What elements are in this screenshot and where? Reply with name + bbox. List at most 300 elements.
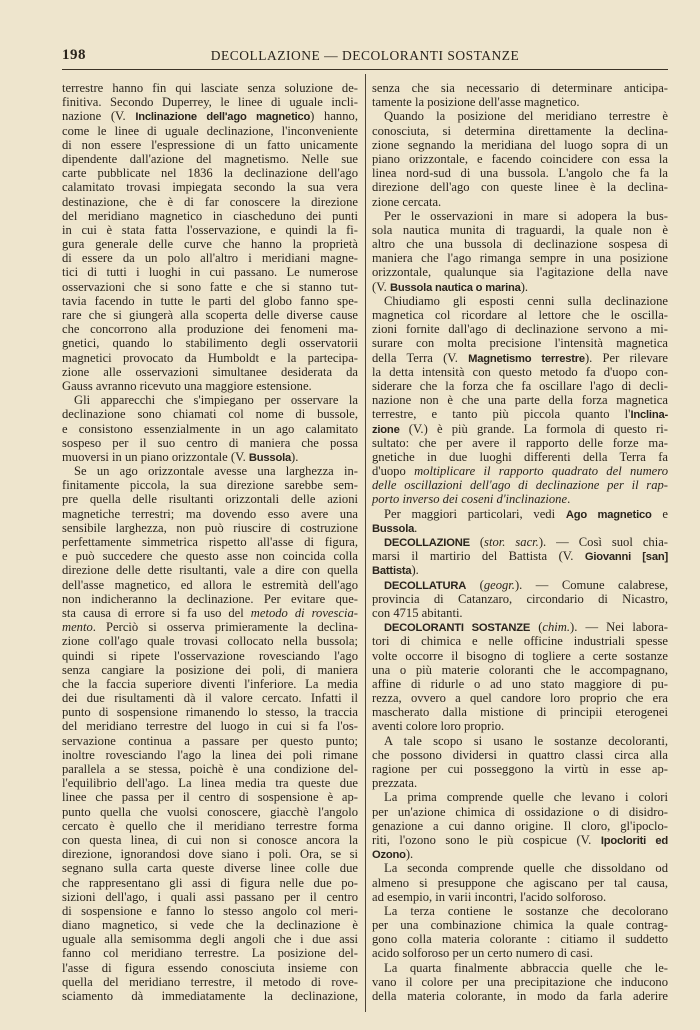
line-text	[62, 308, 358, 322]
line-text	[62, 351, 358, 365]
text-run: Per le osservazioni in mare si adopera la bus-	[384, 208, 668, 223]
text-line	[62, 663, 358, 677]
line-text	[62, 578, 358, 592]
text-line	[62, 563, 358, 577]
text-run: di non essere l'espressione di un fatto unicamente	[62, 137, 358, 152]
text-run: ).	[411, 563, 419, 578]
text-run: Gauss avranno ricevuto una maggiore estensione.	[62, 378, 312, 393]
text-line	[62, 748, 358, 762]
line-text	[372, 876, 668, 890]
text-run: per un'azione chimica di ossidazione o di disidro-	[372, 804, 668, 819]
line-text	[372, 379, 668, 393]
text-run: declinazione sono chiamati col nome di bussole,	[62, 407, 358, 422]
text-line	[372, 109, 668, 123]
text-run: parallela a se stessa, poichè è una condizione del-	[62, 762, 358, 776]
text-run: senza cangiare la posizione dei poli, di maniera	[62, 662, 358, 677]
line-text	[62, 989, 358, 1003]
line-text	[62, 124, 358, 138]
line-text	[62, 876, 358, 890]
line-text	[372, 436, 668, 450]
text-line	[372, 833, 668, 847]
line-text	[372, 989, 668, 1003]
line-text	[372, 237, 668, 251]
line-text	[384, 507, 668, 521]
text-line	[372, 209, 668, 223]
line-text	[62, 251, 358, 265]
text-run: La prima comprende quelle che levano i colori	[384, 790, 668, 805]
text-line	[372, 691, 668, 705]
text-line	[372, 237, 668, 251]
text-run: .	[567, 492, 571, 507]
italic-text: geogr.	[483, 577, 515, 592]
text-line	[62, 833, 358, 847]
line-text	[62, 138, 358, 152]
text-line	[372, 124, 668, 138]
reference-term: Inclinazione dell'ago magnetico	[135, 111, 311, 124]
text-line	[62, 762, 358, 776]
text-line	[62, 322, 358, 336]
line-text	[62, 606, 358, 620]
text-run: del meridiano magnetico in ciascheduno dei punti	[62, 208, 358, 223]
text-line	[62, 379, 358, 393]
text-line	[62, 109, 358, 123]
text-line	[62, 464, 358, 478]
line-text	[372, 365, 668, 379]
line-text	[372, 492, 570, 506]
text-line	[62, 606, 358, 620]
text-run: mascherato dalla mistione di principii eterogenei	[372, 705, 668, 720]
text-run: (V.	[372, 279, 390, 294]
text-line	[62, 237, 358, 251]
text-run: almeno si presuppone che agiscano per tal causa,	[372, 875, 668, 890]
text-line	[372, 549, 668, 563]
text-run: provincia di Catanzaro, circondario di Nicastro,	[372, 591, 668, 606]
text-line	[372, 294, 668, 308]
line-text	[62, 322, 358, 336]
text-line	[372, 946, 668, 960]
line-text	[384, 109, 668, 123]
text-run: tavia facendo in tutte le parti del globo fanno spe-	[62, 293, 358, 308]
line-text	[384, 790, 668, 804]
line-text	[62, 379, 312, 393]
text-line	[372, 280, 668, 294]
text-line	[62, 180, 358, 194]
line-text	[372, 422, 668, 436]
text-line	[372, 634, 668, 648]
line-text	[372, 251, 668, 265]
text-line	[372, 677, 668, 691]
reference-term: Ago magnetico	[565, 508, 652, 521]
text-line	[62, 209, 358, 223]
line-text	[372, 180, 668, 194]
line-text	[62, 890, 358, 904]
text-run: direzione, ignorandosi dove siano i poli. Ora, se si	[62, 847, 358, 862]
column-divider	[365, 74, 366, 1012]
line-text	[372, 521, 417, 535]
text-line	[372, 861, 668, 875]
line-text	[372, 833, 668, 847]
text-run: La seconda comprende quelle che dissoldano od	[384, 861, 668, 876]
text-run: che la faccia superiore diventi l'inferiore. La media	[62, 676, 358, 691]
text-line	[62, 634, 358, 648]
line-text	[372, 776, 417, 790]
text-line	[62, 861, 358, 875]
text-run: in cui è stata fatta l'osservazione, e quindi la fi-	[62, 222, 358, 237]
text-run: volte occorre il bisogno di togliere a certe sostanze	[372, 648, 668, 663]
text-run: tori di chimica e nelle officine industriali spesse	[372, 634, 668, 649]
reference-term: Bussola	[248, 451, 292, 464]
text-line	[62, 918, 358, 932]
line-text	[62, 166, 358, 180]
text-run: gnetiche in due luoghi differenti della Terra fa	[372, 449, 668, 464]
line-text	[372, 322, 668, 336]
text-line	[62, 450, 358, 464]
line-text	[62, 904, 358, 918]
text-run: finitamente piccola, la sua direzione sarebbe sem-	[62, 478, 358, 493]
reference-term: Ozono	[372, 849, 406, 862]
line-text	[62, 790, 358, 804]
text-run: cercato è quello che il meridiano terrestre forma	[62, 818, 358, 833]
text-line	[372, 563, 668, 577]
text-line	[372, 308, 668, 322]
text-run: . Perciò si osserva primieramente la declina-	[92, 620, 358, 635]
line-text	[62, 861, 358, 875]
text-line	[62, 649, 358, 663]
text-run: muoversi in un piano orizzontale (V.	[62, 449, 249, 464]
text-run: la detta intensità con questo metodo fa d'uopo con-	[372, 364, 668, 379]
text-run: segnano sulla carta queste diverse linee colle due	[62, 861, 358, 876]
text-run: rare che si giungerà alla scoperta delle diverse cause	[62, 308, 358, 322]
text-run: terrestre hanno fin qui lasciate senza soluzione de-	[62, 81, 358, 95]
line-text	[372, 308, 668, 322]
reference-term: Ipocloriti ed	[600, 834, 668, 847]
text-run: finitiva. Secondo Duperrey, le linee di uguale incli-	[62, 95, 358, 110]
text-line	[62, 876, 358, 890]
italic-text: stor. sacr.	[484, 535, 539, 549]
line-text	[62, 535, 358, 549]
text-line	[372, 223, 668, 237]
text-run: calamitato trovasi impiegata secondo la sua vera	[62, 180, 358, 195]
text-run: una o più materie coloranti che le accompagnano,	[372, 662, 668, 677]
line-text	[62, 549, 358, 563]
text-run: (V.) è più grande. La formola di questo ri-	[399, 421, 668, 436]
line-text	[62, 180, 358, 194]
text-run: dei due risultamenti dà il valore cercato. Infatti il	[62, 691, 358, 706]
text-line	[62, 592, 358, 606]
italic-text: metodo di rovescia-	[250, 605, 358, 620]
line-text	[62, 223, 358, 237]
text-line	[372, 81, 668, 95]
text-line	[372, 592, 668, 606]
line-text	[62, 237, 358, 251]
text-line	[372, 776, 668, 790]
line-text	[62, 336, 358, 350]
reference-term: Inclina-	[630, 409, 668, 422]
text-run: fanno col meridiano terrestre. La posizione del-	[62, 946, 358, 961]
text-line	[62, 138, 358, 152]
line-text	[62, 478, 358, 492]
line-text	[62, 961, 358, 975]
text-line	[372, 450, 668, 464]
text-line	[372, 407, 668, 421]
text-run: maniera che l'ago rimanga sempre in una posizione	[372, 251, 668, 266]
line-text	[384, 961, 668, 975]
text-run: magnetica col ricordare al lettore che le oscilla-	[372, 308, 668, 322]
line-text	[62, 280, 358, 294]
text-run: linee che passa per il centro di sospensione è ap-	[62, 790, 358, 805]
text-run: (	[530, 620, 543, 635]
line-text	[372, 280, 528, 294]
line-text	[62, 436, 358, 450]
text-line	[62, 265, 358, 279]
text-run: che concorrono alla produzione dei fenomeni ma-	[62, 322, 358, 337]
line-text	[372, 847, 413, 861]
text-run: altro che una bussola di declinazione sospesa di	[372, 237, 668, 252]
text-line	[62, 904, 358, 918]
line-text	[372, 393, 668, 407]
text-line	[62, 521, 358, 535]
text-line	[62, 890, 358, 904]
text-line	[372, 379, 668, 393]
line-text	[74, 464, 358, 478]
text-run: conosciuta, si determina direttamente la declina-	[372, 123, 668, 138]
line-text	[62, 719, 358, 733]
line-text	[62, 946, 358, 960]
text-line	[62, 308, 358, 322]
text-run: piano orizzontale, e facendo coincidere con essa la	[372, 151, 668, 166]
text-run: sta causa di errore si fa uso del	[62, 605, 251, 620]
text-run: di sospensione e fanno lo stesso angolo col meri-	[62, 903, 358, 918]
text-run: l'asse di figura essendo conosciuta insieme con	[62, 960, 358, 975]
text-run: rezza, ovvero a quel candore loro proprio che era	[372, 691, 668, 706]
text-run: non indicheranno la declinazione. Per evitare que-	[62, 591, 358, 606]
text-run: ad esempio, in varii incontri, l'acido solforoso.	[372, 889, 607, 904]
text-run: sultato: che per avere il rapporto delle forze ma-	[372, 435, 668, 450]
text-run: tamente la posizione dell'asse magnetico.	[372, 95, 580, 110]
text-line	[372, 748, 668, 762]
line-text	[372, 195, 441, 209]
line-text	[372, 677, 668, 691]
text-run: sensibile larghezza, non può riuscire di costruzione	[62, 520, 358, 535]
text-run: ).	[291, 449, 299, 464]
reference-term: DECOLORANTI SOSTANZE	[384, 622, 531, 635]
text-run: pre quella delle risultanti orizzontali delle azioni	[62, 492, 358, 507]
text-line	[62, 152, 358, 166]
text-line	[62, 393, 358, 407]
text-line	[372, 166, 668, 180]
text-run: prezzata.	[372, 776, 418, 791]
text-line	[372, 663, 668, 677]
line-text	[372, 649, 668, 663]
text-run: ). — Così suol chia-	[538, 535, 668, 549]
text-line	[62, 436, 358, 450]
text-run: .	[414, 520, 418, 535]
text-line	[62, 961, 358, 975]
text-run: per una combinazione chimica la quale contrag-	[372, 918, 668, 933]
line-text	[372, 407, 668, 421]
text-line	[372, 876, 668, 890]
text-line	[62, 280, 358, 294]
header-rule	[62, 69, 668, 70]
text-line	[62, 932, 358, 946]
text-line	[62, 81, 358, 95]
reference-term: zione	[372, 423, 400, 436]
line-text	[62, 847, 358, 861]
line-text	[62, 677, 358, 691]
line-text	[372, 606, 463, 620]
line-text	[372, 478, 668, 492]
text-run: sola nautica munita di traguardi, la quale non è	[372, 222, 668, 237]
text-run: genazione a cui danno origine. Il cloro, gl'ipoclo-	[372, 818, 668, 833]
text-run: della Terra (V.	[372, 350, 469, 365]
line-text	[372, 351, 668, 365]
text-line	[372, 790, 668, 804]
text-run: Gli apparecchi che s'impiegano per osservare la	[74, 393, 358, 408]
text-run: sizioni dell'ago, i quali assi passano per il centro	[62, 889, 358, 904]
text-run: ). Per rilevare	[584, 350, 668, 365]
text-run: marsi il martirio del Battista (V.	[372, 549, 585, 564]
text-line	[372, 436, 668, 450]
line-text	[372, 450, 668, 464]
text-run: uguale alla semisomma degli angoli che i due assi	[62, 932, 358, 947]
line-text	[372, 719, 504, 733]
text-run: ragione per cui posseggono la virtù in esse ap-	[372, 762, 668, 776]
text-run: direzione delle dette risultanti, vale a dire con quella	[62, 563, 358, 578]
line-text	[372, 95, 580, 109]
right-column	[372, 81, 668, 1003]
text-run: direzione dell'ago con queste linee è la declina-	[372, 180, 668, 195]
text-run: tici di tutti i luoghi in cui passano. Le numerose	[62, 265, 358, 280]
text-run: quella del meridiano terrestre, il metodo di rove-	[62, 974, 358, 989]
text-line	[372, 805, 668, 819]
text-line	[372, 847, 668, 861]
text-line	[62, 776, 358, 790]
line-text	[62, 649, 358, 663]
line-text	[372, 223, 668, 237]
line-text	[384, 294, 668, 308]
text-run: Quando la posizione del meridiano terrestre è	[384, 109, 668, 124]
line-text	[62, 592, 358, 606]
reference-term: Battista	[372, 565, 412, 578]
line-text	[384, 209, 668, 223]
line-text	[62, 663, 358, 677]
line-text	[62, 734, 358, 748]
text-line	[372, 535, 668, 549]
line-text	[372, 563, 419, 577]
line-text	[74, 393, 358, 407]
text-run: Per maggiori particolari, vedi	[384, 506, 566, 521]
text-run: perfettamente simmetrica rispetto all'asse di figura,	[62, 535, 358, 549]
text-line	[372, 180, 668, 194]
text-line	[372, 251, 668, 265]
line-text	[62, 748, 358, 762]
text-run: magnetici provocato da Humboldt e la partecipa-	[62, 350, 358, 365]
text-run: dipendente dall'azione del magnetismo. Nelle sue	[62, 151, 358, 166]
text-line	[372, 422, 668, 436]
text-run: vano il colore per una precipitazione che inducono	[372, 974, 668, 989]
reference-term: DECOLLATURA	[384, 579, 467, 592]
text-run: che rappresentano gli assi di figura nelle due po-	[62, 875, 358, 890]
text-line	[62, 351, 358, 365]
text-line	[62, 294, 358, 308]
text-line	[372, 734, 668, 748]
line-text	[62, 407, 358, 421]
text-run: e consistono essenzialmente in un ago calamitato	[62, 421, 358, 436]
line-text	[62, 975, 358, 989]
text-run: terrestre, e tanto più piccola quanto l'	[372, 407, 631, 422]
text-line	[62, 365, 358, 379]
text-line	[62, 578, 358, 592]
line-text	[384, 904, 668, 918]
page-number: 198	[62, 47, 86, 63]
reference-term: Giovanni [san]	[584, 551, 668, 564]
line-text	[372, 762, 668, 776]
italic-text: moltiplicare il rapporto quadrato del numero	[414, 464, 668, 479]
text-line	[372, 649, 668, 663]
text-line	[62, 195, 358, 209]
line-text	[372, 592, 668, 606]
line-text	[372, 152, 668, 166]
text-line	[372, 492, 668, 506]
line-text	[372, 634, 668, 648]
line-text	[372, 663, 668, 677]
left-column	[62, 81, 358, 1003]
text-line	[372, 507, 668, 521]
text-run: con questa linea, di cui non si conosce ancora la	[62, 832, 358, 847]
text-run: (	[466, 577, 484, 592]
reference-term: DECOLLAZIONE	[384, 537, 470, 549]
text-run: inoltre rovesciando l'ago la linea dei poli rimane	[62, 747, 358, 762]
text-run: ).	[405, 847, 414, 862]
text-run: dell'asse magnetico, ed allora le estremità dell'ago	[62, 577, 358, 592]
text-line	[62, 492, 358, 506]
text-line	[62, 223, 358, 237]
line-text	[384, 535, 668, 549]
line-text	[372, 819, 668, 833]
text-run: zioni fornite dall'ago di declinazione servono a mi-	[372, 322, 668, 337]
text-line	[372, 819, 668, 833]
text-run: acido solforoso per un certo numero di casi.	[372, 946, 594, 961]
text-line	[62, 166, 358, 180]
text-line	[372, 961, 668, 975]
line-text	[62, 294, 358, 308]
text-line	[372, 152, 668, 166]
line-text	[372, 265, 668, 279]
line-text	[372, 166, 668, 180]
text-line	[372, 890, 668, 904]
line-text	[62, 507, 358, 521]
text-run: gnetici, quando lo stabilimento degli osservatorii	[62, 336, 358, 351]
text-line	[372, 578, 668, 592]
line-text	[372, 549, 668, 563]
text-run: zione cercata.	[372, 194, 442, 209]
text-line	[372, 918, 668, 932]
text-run: riti, l'ozono sono le più cospicue (V.	[372, 832, 601, 847]
text-run: di essere da un polo all'altro i meridiani magne-	[62, 251, 358, 266]
line-text	[62, 705, 358, 719]
line-text	[62, 634, 358, 648]
line-text	[62, 521, 358, 535]
text-line	[372, 762, 668, 776]
text-line	[372, 95, 668, 109]
text-run: sospeso per il suo centro di maniera che possa	[62, 435, 358, 450]
text-line	[372, 393, 668, 407]
text-run: magnetiche terrestri; ma dovendo esso avere una	[62, 506, 358, 521]
text-run: zione segnando la meridiana del luogo sopra di un	[372, 137, 668, 152]
text-line	[62, 251, 358, 265]
text-run: (	[469, 535, 485, 549]
text-line	[62, 336, 358, 350]
